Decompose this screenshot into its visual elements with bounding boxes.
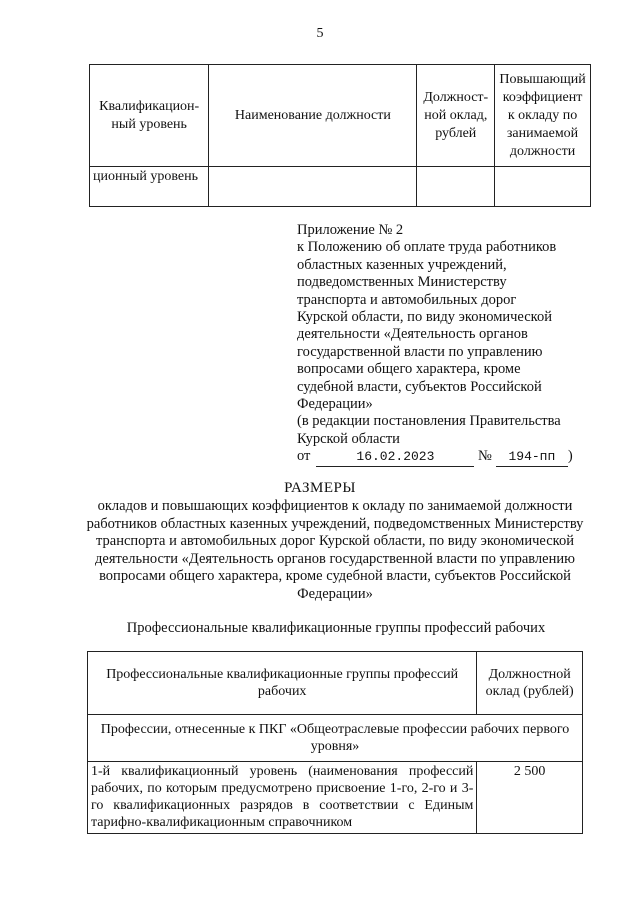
appendix-block [297, 222, 597, 467]
document-subtitle: окладов и повышающих коэффициентов к окладу по занимаемой должности работников областных казенных учреждений, подведомственных Министерству транспорта и автомобильных дорог Курской области, по виду экономической деятельности «Деятельность органов государственной власти по управлению вопросами общего характера, кроме судебной власти, субъектов Российской Федерации» [86, 498, 584, 602]
continued-positions-table [89, 64, 591, 207]
resolution-reference [297, 448, 597, 466]
appendix-line: вопросами общего характера, кроме [297, 361, 521, 378]
header-salary: Должност-ной оклад, рублей [417, 65, 495, 167]
table-row [90, 167, 591, 207]
group-heading: Профессиональные квалификационные группы профессий рабочих [126, 620, 546, 636]
salary-cell: 2 500 [477, 762, 583, 834]
header-salary: Должностной оклад (рублей) [477, 652, 583, 715]
appendix-line: областных казенных учреждений, [297, 256, 507, 273]
from-label: от [297, 448, 311, 465]
appendix-line: подведомственных Министерству [297, 274, 507, 291]
table-cell: ционный уровень [90, 167, 209, 207]
header-position-name: Наименование должности [209, 65, 417, 167]
header-qualification-group: Профессиональные квалификационные группы профессий рабочих [88, 652, 477, 715]
appendix-line: государственной власти по управлению [297, 343, 543, 360]
table-header-row [90, 65, 591, 167]
appendix-line: Приложение № 2 [297, 222, 404, 238]
qualification-level-cell: 1-й квалификационный уровень (наименования профессий рабочих, по которым предусмотрено присвоение 1-го, 2-го и 3-го квалификационных разрядов в соответствии с Единым тарифно-квалификационным справочником [88, 762, 477, 834]
resolution-number: 194-пп [496, 448, 568, 466]
salary-table [87, 651, 583, 834]
header-qualification-level: Квалификацион-ный уровень [90, 65, 209, 167]
close-paren: ) [567, 448, 573, 465]
table-cell [495, 167, 591, 207]
table-header-row [88, 652, 583, 715]
appendix-line: судебной власти, субъектов Российской [297, 378, 542, 395]
number-label: № [478, 448, 492, 465]
table-cell [417, 167, 495, 207]
resolution-date: 16.02.2023 [316, 448, 474, 466]
appendix-line: Федерации» [297, 396, 373, 413]
appendix-line: Курской области [297, 430, 400, 447]
section-row [88, 715, 583, 762]
table-row [88, 762, 583, 834]
document-title: РАЗМЕРЫ [284, 480, 356, 496]
appendix-line: деятельности «Деятельность органов [297, 326, 528, 343]
appendix-line: (в редакции постановления Правительства [297, 413, 561, 430]
page-number: 5 [316, 26, 324, 41]
header-coefficient: Повышающий коэффициент к окладу по занимаемой должности [495, 65, 591, 167]
table-cell [209, 167, 417, 207]
section-title: Профессии, отнесенные к ПКГ «Общеотраслевые профессии рабочих первого уровня» [88, 715, 583, 762]
appendix-line: к Положению об оплате труда работников [297, 239, 557, 256]
appendix-line: Курской области, по виду экономической [297, 309, 552, 326]
appendix-line: транспорта и автомобильных дорог [297, 291, 517, 308]
